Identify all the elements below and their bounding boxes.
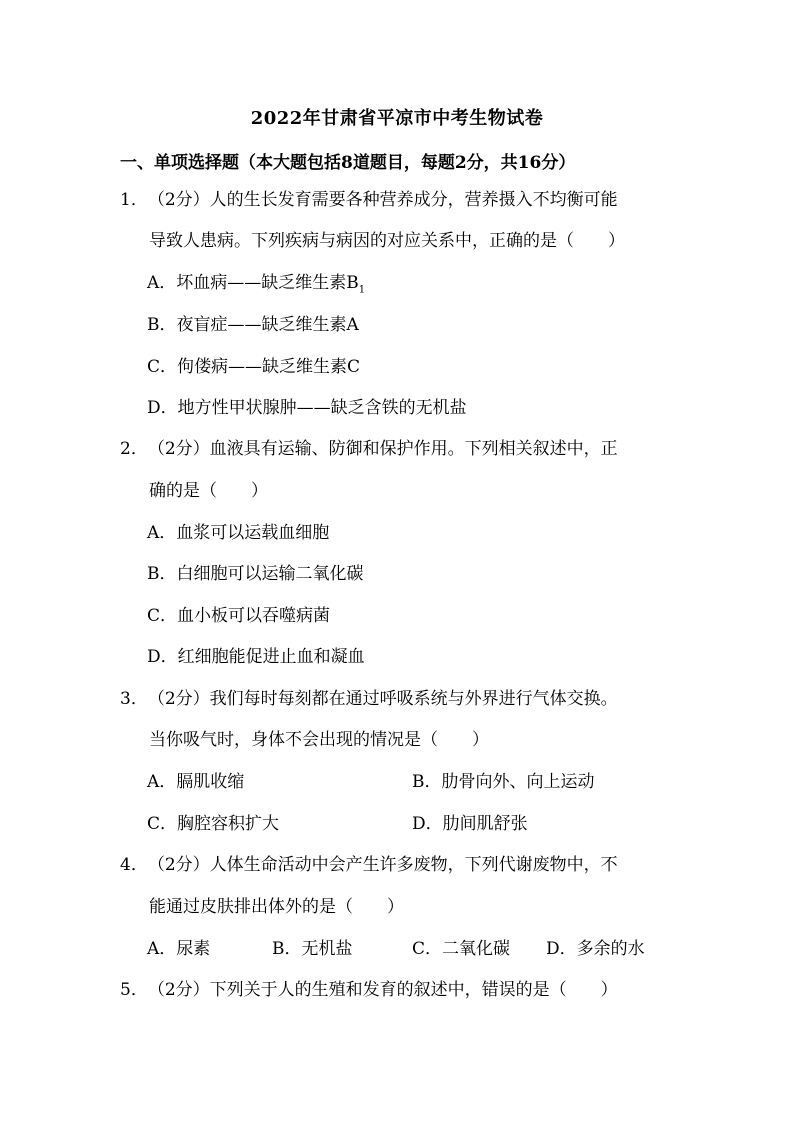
option-1c: C．佝偻病——缺乏维生素C xyxy=(147,357,361,377)
question-text: （2分）人的生长发育需要各种营养成分，营养摄入不均衡可能 xyxy=(147,190,618,210)
question-number: 4． xyxy=(120,855,148,875)
option-1b: B．夜盲症——缺乏维生素A xyxy=(147,315,359,335)
option-2d: D．红细胞能促进止血和凝血 xyxy=(147,647,365,667)
page-title: 2022年甘肃省平凉市中考生物试卷 xyxy=(250,108,544,129)
question-2-line-2: 确的是（ ） xyxy=(149,481,268,501)
option-3b: B．肋骨向外、向上运动 xyxy=(412,772,595,792)
option-1a: A．坏血病——缺乏维生素$B_1$ xyxy=(147,273,366,296)
option-1d: D．地方性甲状腺肿——缺乏含铁的无机盐 xyxy=(147,398,467,418)
question-number: 3． xyxy=(120,689,148,709)
question-number: 1． xyxy=(120,190,148,210)
option-4d: D．多余的水 xyxy=(546,939,645,959)
question-4-line-2: 能通过皮肤排出体外的是（ ） xyxy=(149,897,404,917)
question-number: 2． xyxy=(120,439,148,459)
question-4 xyxy=(120,853,618,877)
option-2a: A．血浆可以运载血细胞 xyxy=(147,523,330,543)
question-5 xyxy=(120,978,618,1002)
question-number: 5． xyxy=(120,980,148,1000)
option-3c: C．胸腔容积扩大 xyxy=(147,814,280,834)
question-1 xyxy=(120,188,618,212)
option-4b: B．无机盐 xyxy=(272,939,353,959)
question-text: （2分）我们每时每刻都在通过呼吸系统与外界进行气体交换。 xyxy=(147,689,618,709)
question-3-line-2: 当你吸气时，身体不会出现的情况是（ ） xyxy=(149,730,489,750)
option-2c: C．血小板可以吞噬病菌 xyxy=(147,606,331,626)
option-3d: D．肋间肌舒张 xyxy=(412,814,528,834)
option-3a: A．膈肌收缩 xyxy=(147,772,245,792)
question-3 xyxy=(120,687,618,711)
question-text: （2分）人体生命活动中会产生许多废物，下列代谢废物中，不 xyxy=(147,855,618,875)
section-heading: 一、单项选择题（本大题包括8道题目，每题2分，共16分） xyxy=(120,153,576,173)
option-4c: C．二氧化碳 xyxy=(412,939,511,959)
question-text: （2分）血液具有运输、防御和保护作用。下列相关叙述中，正 xyxy=(147,439,618,459)
subscript: 1 xyxy=(358,284,366,296)
question-1-line-2: 导致人患病。下列疾病与病因的对应关系中，正确的是（ ） xyxy=(149,231,625,251)
option-2b: B．白细胞可以运输二氧化碳 xyxy=(147,564,364,584)
option-4a: A．尿素 xyxy=(147,939,211,959)
question-text: （2分）下列关于人的生殖和发育的叙述中，错误的是（ ） xyxy=(147,980,618,1000)
question-2 xyxy=(120,437,618,461)
